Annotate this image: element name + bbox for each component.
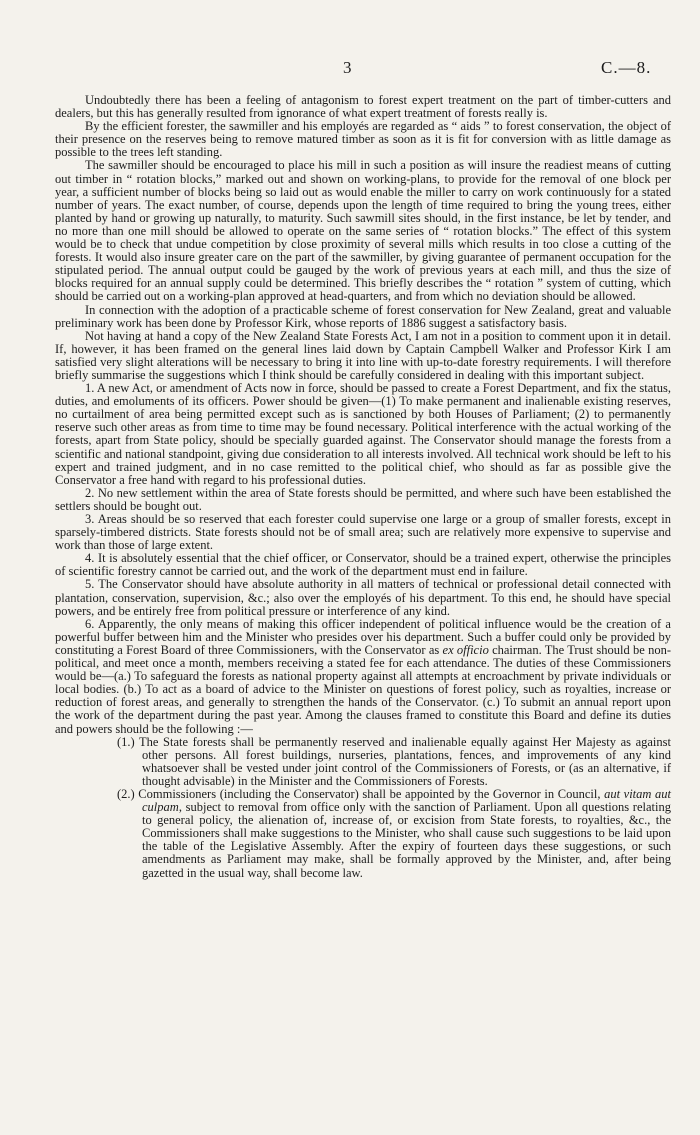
paragraph: Not having at hand a copy of the New Zealand State Forests Act, I am not in a position to comment upon it in detail. If, however, it has been framed on the general lines laid down by Captain Campbell Walker and Professor Kirk I am satisfied very slight alterations will be necessary to bring it into line with up-to-date forestry requirements. I will therefore briefly summarise the suggestions which I think should be carefully considered in dealing with this important subject. <box>55 328 671 382</box>
clause-item: (1.) The State forests shall be permanently reserved and inalienable equally against Her Majesty as against other persons. All forest buildings, nurseries, plantations, fences, and improvements of any kind whatsoever shall be vested under joint control of the Commissioners of Forests, or (as an alternative, if thought advisable) in the Minister and the Commissioners of Forests. <box>117 734 671 788</box>
numbered-paragraph: 4. It is absolutely essential that the chief officer, or Conservator, should be a trained expert, otherwise the principles of scientific forestry cannot be carried out, and the work of the department must end in failure. <box>55 551 671 579</box>
clause-item: (2.) Commissioners (including the Conservator) shall be appointed by the Governor in Council, aut vitam aut culpam, subject to removal from office only with the sanction of Parliament. Upon all questions relating to general policy, the alienation of, increase of, or excision from State forests, to royalties, &c., the Commissioners shall make suggestions to the Minister, who shall cause such suggestions to be laid upon the table of the Legislative Assembly. After the expiry of fourteen days these suggestions, or such amendments as Parliament may make, shall be formally approved by the Minister, and, after being gazetted in the usual way, shall become law. <box>117 786 671 880</box>
paragraph: By the efficient forester, the sawmiller and his employés are regarded as “ aids ” to forest conservation, the object of their presence on the reserves being to remove matured timber as soon as it is fit for conversion with as little damage as possible to the trees left standing. <box>55 119 671 160</box>
numbered-paragraph: 1. A new Act, or amendment of Acts now in force, should be passed to create a Forest Department, and fix the status, duties, and emoluments of its officers. Power should be given—(1) To make permanent and inalienable existing reserves, no curtailment of area being permitted except such as is sanctioned by both Houses of Parliament; (2) to permanently reserve such other areas as from time to time may be found necessary. Political interference with the actual working of the forests, apart from State policy, should be specially guarded against. The Conservator should manage the forests from a scientific and national standpoint, giving due consideration to all interests involved. All technical work should be left to his expert and trained judgment, and in no case remitted to the political chief, who should as far as possible give the Conservator a free hand with regard to his professional duties. <box>55 381 671 487</box>
numbered-paragraph: 3. Areas should be so reserved that each forester could supervise one large or a group of smaller forests, except in sparsely-timbered districts. State forests should not be of small area; such are relatively more expensive to supervise and work than those of large extent. <box>55 512 671 553</box>
numbered-paragraph: 2. No new settlement within the area of State forests should be permitted, and where such have been established the settlers should be bought out. <box>55 485 671 513</box>
clause-list <box>55 736 671 880</box>
paragraph: The sawmiller should be encouraged to place his mill in such a position as will insure the readiest means of cutting out timber in “ rotation blocks,” marked out and shown on working-plans, to provide for the removal of one block per year, a sufficient number of blocks being so laid out as would enable the miller to carry on work continuously for a stated number of years. The exact number, of course, depends upon the length of time required to bring the young trees, either planted by hand or growing up naturally, to maturity. Such sawmill sites should, in the first instance, be let by tender, and no more than one mill should be allowed to operate on the same series of “ rotation blocks.” The effect of this system would be to check that undue competition by close proximity of several mills which results in too close a cutting of the forests. It would also insure greater care on the part of the sawmiller, by giving guarantee of permanent occupation for the stipulated period. The annual output could be gauged by the work of previous years at each mill, and thus the size of blocks required for an annual supply could be determined. This briefly describes the “ rotation ” system of cutting, which should be carried out on a working-plan approved at head-quarters, and from which no deviation should be allowed. <box>55 158 671 304</box>
page-number: 3 <box>343 58 352 77</box>
paragraph: In connection with the adoption of a practicable scheme of forest conservation for New Zealand, great and valuable preliminary work has been done by Professor Kirk, whose reports of 1886 suggest a satisfactory basis. <box>55 302 671 330</box>
paragraph: Undoubtedly there has been a feeling of antagonism to forest expert treatment on the part of timber-cutters and dealers, but this has generally resulted from ignorance of what expert treatment of forests really is. <box>55 93 671 121</box>
document-reference: C.—8. <box>601 58 652 77</box>
numbered-paragraph: 6. Apparently, the only means of making this officer independent of political influence would be the creation of a powerful buffer between him and the Minister who presides over his department. Such a buffer could only be provided by constituting a Forest Board of three Commissioners, with the Conservator as ex officio chairman. The Trust should be non-political, and meet once a month, members receiving a stated fee for each attendance. The duties of these Commissioners would be—(a.) To safeguard the forests as national property against all attempts at encroachment by private individuals or local bodies. (b.) To act as a board of advice to the Minister on questions of forest policy, such as royalties, increase or reduction of forest areas, and generally to strengthen the hands of the Conservator. (c.) To submit an annual report upon the work of the department during the past year. Among the clauses framed to constitute this Board and define its duties and powers should be the following :— <box>55 616 671 736</box>
numbered-paragraph: 5. The Conservator should have absolute authority in all matters of technical or professional detail connected with plantation, conservation, supervision, &c.; also over the employés of his department. To this end, he should have special powers, and be entirely free from political pressure or interference of any kind. <box>55 577 671 618</box>
body-text <box>55 94 671 880</box>
